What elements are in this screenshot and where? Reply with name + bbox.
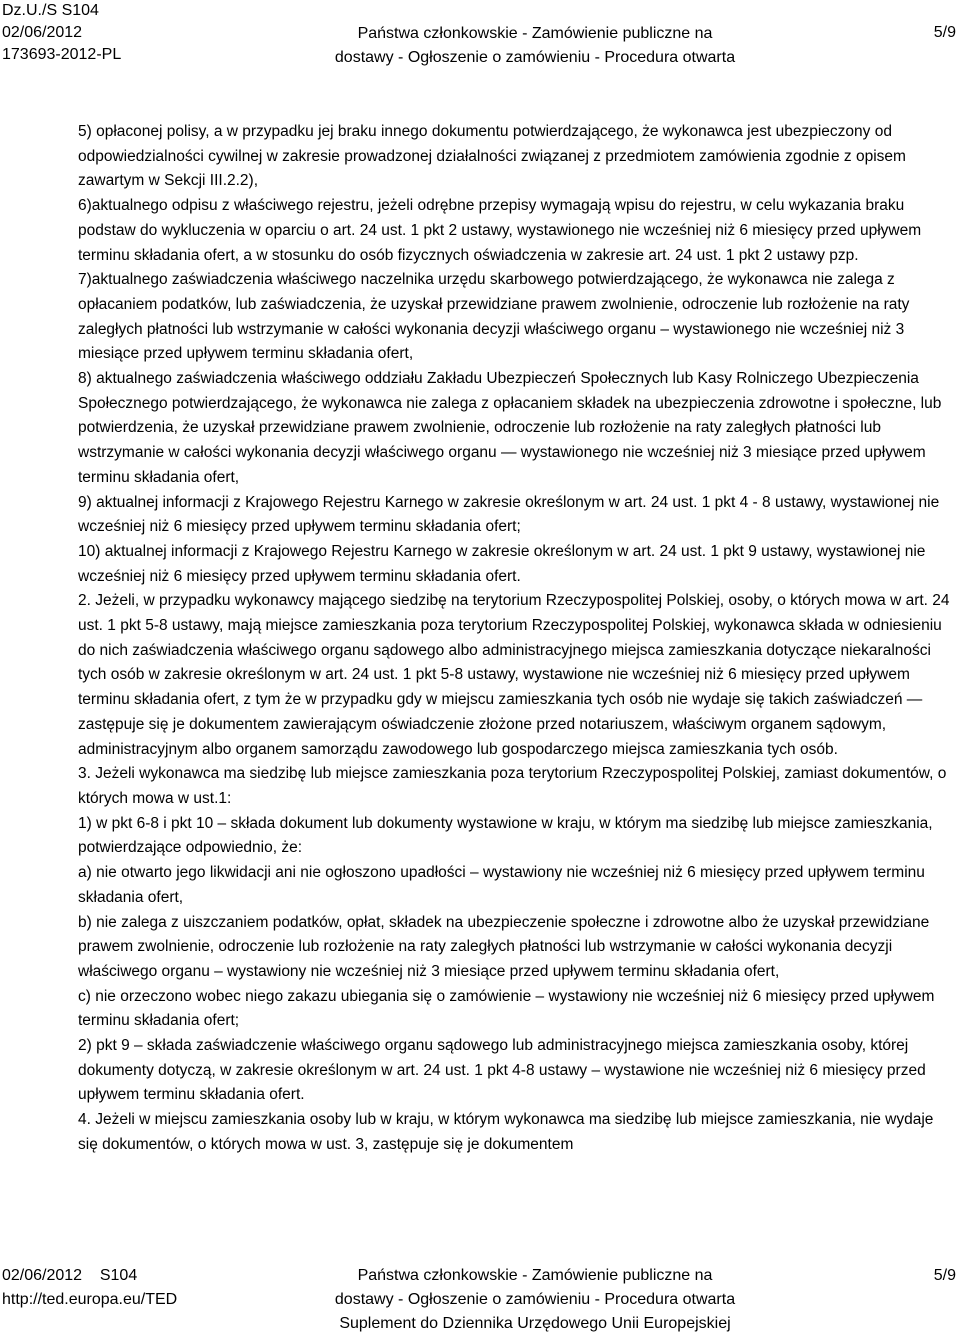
footer-page-number: 5/9	[933, 1267, 956, 1284]
header-page-number: 5/9	[933, 24, 956, 41]
paragraph: a) nie otwarto jego likwidacji ani nie ogłoszono upadłości – wystawiony nie wcześniej niż 6 miesięcy przed upływem terminu składania ofert,	[78, 864, 925, 906]
header-doc-ref: Dz.U./S S104	[2, 2, 99, 19]
paragraph: 3. Jeżeli wykonawca ma siedzibę lub miejsce zamieszkania poza terytorium Rzeczypospolitej Polskiej, zamiast dokumentów, o których mowa w ust.1:	[78, 765, 947, 807]
paragraph: c) nie orzeczono wobec niego zakazu ubiegania się o zamówienie – wystawiony nie wcześniej niż 6 miesięcy przed upływem terminu składania ofert;	[78, 987, 935, 1030]
footer-date: 02/06/2012	[2, 1267, 83, 1284]
footer-title-line2: dostawy - Ogłoszenie o zamówieniu - Procedura otwarta	[334, 1291, 736, 1308]
header-left	[2, 0, 121, 66]
header-title-line1: Państwa członkowskie - Zamówienie publiczne na	[357, 25, 713, 42]
paragraph: 9) aktualnej informacji z Krajowego Rejestru Karnego w zakresie określonym w art. 24 ust. 1 pkt 4 - 8 ustawy, wystawionej nie wcześniej niż 6 miesięcy przed upływem terminu składania ofert;	[78, 493, 940, 536]
footer-title	[300, 1264, 770, 1336]
paragraph: 10) aktualnej informacji z Krajowego Rejestru Karnego w zakresie określonym w art. 24 ust. 1 pkt 9 ustawy, wystawionej nie wcześniej niż 6 miesięcy przed upływem terminu składania ofert.	[78, 542, 926, 585]
paragraph: 7)aktualnego zaświadczenia właściwego naczelnika urzędu skarbowego potwierdzającego, że wykonawca nie zalega z opłacaniem podatków, lub zaświadczenia, że uzyskał przewidziane prawem zwolnienie, odroczenie lub rozłożenie na raty zaległych płatności lub wstrzymanie w całości wykonania decyzji właściwego organu – wystawionego nie wcześniej niż 3 miesiące przed upływem terminu składania ofert,	[78, 271, 910, 363]
footer-url[interactable]: http://ted.europa.eu/TED	[2, 1291, 178, 1308]
header-title	[300, 22, 770, 70]
paragraph: 4. Jeżeli w miejscu zamieszkania osoby lub w kraju, w którym wykonawca ma siedzibę lub miejsce zamieszkania, nie wydaje się dokumentów, o których mowa w ust. 3, zastępuje się je dokumentem	[78, 1111, 934, 1153]
footer-series: S104	[99, 1267, 138, 1284]
footer-left	[2, 1264, 177, 1312]
paragraph: 5) opłaconej polisy, a w przypadku jej braku innego dokumentu potwierdzającego, że wykonawca jest ubezpieczony od odpowiedzialności cywilnej w zakresie prowadzonej działalności związanej z przedmiotem zamówienia zgodnie z opisem zawartym w Sekcji III.2.2),	[78, 123, 906, 190]
footer-date-series	[2, 1264, 177, 1288]
footer-title-line1: Państwa członkowskie - Zamówienie publiczne na	[357, 1267, 713, 1284]
paragraph: 2) pkt 9 – składa zaświadczenie właściwego organu sądowego lub administracyjnego miejsca zamieszkania osoby, której dokumenty dotyczą, w zakresie określonym w art. 24 ust. 1 pkt 4-8 ustawy – wystawione nie wcześniej niż 6 miesięcy przed upływem terminu składania ofert.	[78, 1037, 926, 1104]
paragraph: 8) aktualnego zaświadczenia właściwego oddziału Zakładu Ubezpieczeń Społecznych lub Kasy Rolniczego Ubezpieczenia Społecznego potwierdzającego, że wykonawca nie zalega z opłacaniem składek na ubezpieczenia zdrowotne i społeczne, lub potwierdzenia, że uzyskał przewidziane prawem zwolnienie, odroczenie lub rozłożenie na raty zaległych płatności lub wstrzymanie w całości wykonania decyzji właściwego organu — wystawionego nie wcześniej niż 3 miesiące przed upływem terminu składania ofert,	[78, 370, 942, 486]
header-notice-id: 173693-2012-PL	[2, 46, 122, 63]
paragraph: 1) w pkt 6-8 i pkt 10 – składa dokument lub dokumenty wystawione w kraju, w którym ma siedzibę lub miejsce zamieszkania, potwierdzające odpowiednio, że:	[78, 814, 933, 857]
paragraph: b) nie zalega z uiszczaniem podatków, opłat, składek na ubezpieczenie społeczne i zdrowotne albo że uzyskał przewidziane prawem zwolnienie, odroczenie lub rozłożenie na raty zaległych płatności lub wstrzymanie w całości wykonania decyzji właściwego organu – wystawiony nie wcześniej niż 3 miesiące przed upływem terminu składania ofert,	[78, 913, 930, 980]
header-date: 02/06/2012	[2, 24, 83, 41]
paragraph: 2. Jeżeli, w przypadku wykonawcy mającego siedzibę na terytorium Rzeczypospolitej Polskiej, osoby, o których mowa w art. 24 ust. 1 pkt 5-8 ustawy, mają miejsce zamieszkania poza terytorium Rzeczypospolitej Polskiej, wykonawca składa w odniesieniu do nich zaświadczenia właściwego organu sądowego albo administracyjnego miejsca zamieszkania dotyczące niekaralności tych osób w zakresie określonym w art. 24 ust. 1 pkt 5-8 ustawy, wystawione nie wcześniej niż 6 miesięcy przed upływem terminu składania ofert, z tym że w przypadku gdy w miejscu zamieszkania tych osób nie wydaje się takich zaświadczeń — zastępuje się je dokumentem zawierającym oświadczenie złożone przed notariuszem, właściwym organem sądowym, administracyjnym albo organem samorządu zawodowego lub gospodarczego miejsca zamieszkania tych osób.	[78, 592, 950, 758]
document-body	[78, 120, 950, 1158]
header-title-line2: dostawy - Ogłoszenie o zamówieniu - Procedura otwarta	[334, 49, 736, 66]
footer-title-line3: Suplement do Dziennika Urzędowego Unii Europejskiej	[339, 1315, 731, 1332]
paragraph: 6)aktualnego odpisu z właściwego rejestru, jeżeli odrębne przepisy wymagają wpisu do rejestru, w celu wykazania braku podstaw do wykluczenia w oparciu o art. 24 ust. 1 pkt 2 ustawy, wystawionego nie wcześniej niż 6 miesięcy przed upływem terminu składania ofert, a w stosunku do osób fizycznych oświadczenia w zakresie art. 24 ust. 1 pkt 2 ustawy pzp.	[78, 197, 922, 264]
